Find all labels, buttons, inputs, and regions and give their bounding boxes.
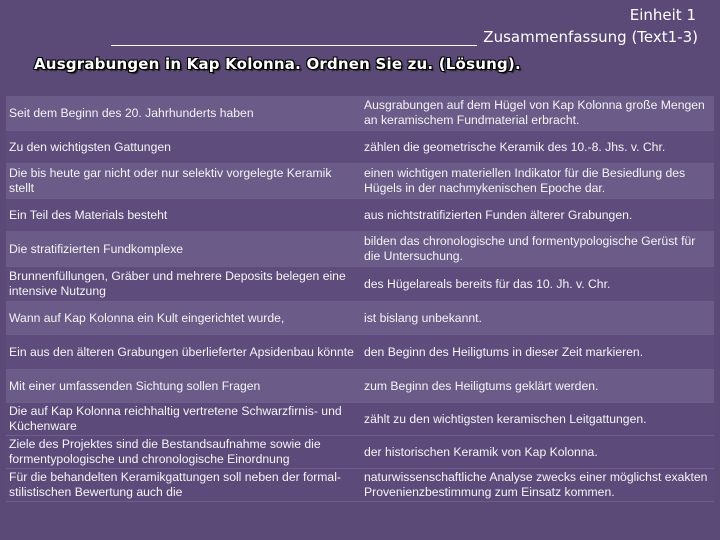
- row-start: Die bis heute gar nicht oder nur selektiv vorgelegte Keramik stellt: [9, 166, 332, 195]
- row-ending: zum Beginn des Heiligtums geklärt werden.: [364, 378, 599, 393]
- row-ending: zählen die geometrische Keramik des 10.-8. Jhs. v. Chr.: [364, 139, 666, 154]
- row-start: Ein aus den älteren Grabungen überlieferter Apsidenbau könnte: [9, 344, 354, 359]
- summary-heading: [111, 28, 698, 46]
- table-row: [6, 469, 714, 502]
- row-ending: aus nichtstratifizierten Funden älterer Grabungen.: [364, 207, 633, 222]
- row-start: Die stratifizierten Fundkomplexe: [9, 241, 184, 256]
- row-ending: Ausgrabungen auf dem Hügel von Kap Kolonna große Mengen an keramischem Fundmaterial erbracht.: [364, 98, 705, 127]
- unit-heading: Einheit 1: [629, 6, 696, 24]
- row-start: Ziele des Projektes sind die Bestandsaufnahme sowie die formentypologische und chronologische Einordnung: [9, 437, 321, 466]
- table-row: [6, 199, 714, 232]
- table-row: [6, 96, 714, 131]
- row-ending: ist bislang unbekannt.: [364, 310, 482, 325]
- table-row: [6, 302, 714, 335]
- row-start: Mit einer umfassenden Sichtung sollen Fragen: [9, 378, 261, 393]
- row-start: Wann auf Kap Kolonna ein Kult eingerichtet wurde,: [9, 310, 285, 325]
- table-row: [6, 164, 714, 199]
- row-start: Ein Teil des Materials besteht: [9, 207, 168, 222]
- header-rule: [111, 31, 477, 46]
- page-title: Ausgrabungen in Kap Kolonna. Ordnen Sie zu. (Lösung).: [34, 55, 521, 73]
- table-row: [6, 436, 714, 469]
- row-ending: zählt zu den wichtigsten keramischen Leitgattungen.: [364, 411, 647, 426]
- row-start: Brunnenfüllungen, Gräber und mehrere Deposits belegen eine intensive Nutzung: [9, 269, 346, 298]
- table-row: [6, 131, 714, 164]
- row-ending: des Hügelareals bereits für das 10. Jh. v. Chr.: [364, 276, 611, 291]
- table-row: [6, 403, 714, 436]
- row-ending: einen wichtigen materiellen Indikator für die Besiedlung des Hügels in der nachmykenischen Epoche dar.: [364, 166, 686, 195]
- matching-table: [6, 96, 714, 502]
- row-ending: bilden das chronologische und formentypologische Gerüst für die Untersuchung.: [364, 234, 696, 263]
- row-start: Seit dem Beginn des 20. Jahrhunderts haben: [9, 105, 254, 120]
- summary-label: Zusammenfassung (Text1-3): [483, 28, 698, 46]
- row-start: Für die behandelten Keramikgattungen soll neben der formal-stilistischen Bewertung auch die: [9, 470, 341, 499]
- table-row: [6, 232, 714, 267]
- row-start: Zu den wichtigsten Gattungen: [9, 139, 171, 154]
- table-row: [6, 370, 714, 403]
- row-ending: den Beginn des Heiligtums in dieser Zeit markieren.: [364, 344, 644, 359]
- table-row: [6, 335, 714, 370]
- row-ending: naturwissenschaftliche Analyse zwecks einer möglichst exakten Provenienzbestimmung zum Einsatz kommen.: [364, 470, 708, 499]
- row-start: Die auf Kap Kolonna reichhaltig vertretene Schwarzfirnis- und Küchenware: [9, 404, 342, 433]
- table-row: [6, 267, 714, 302]
- row-ending: der historischen Keramik von Kap Kolonna.: [364, 444, 598, 459]
